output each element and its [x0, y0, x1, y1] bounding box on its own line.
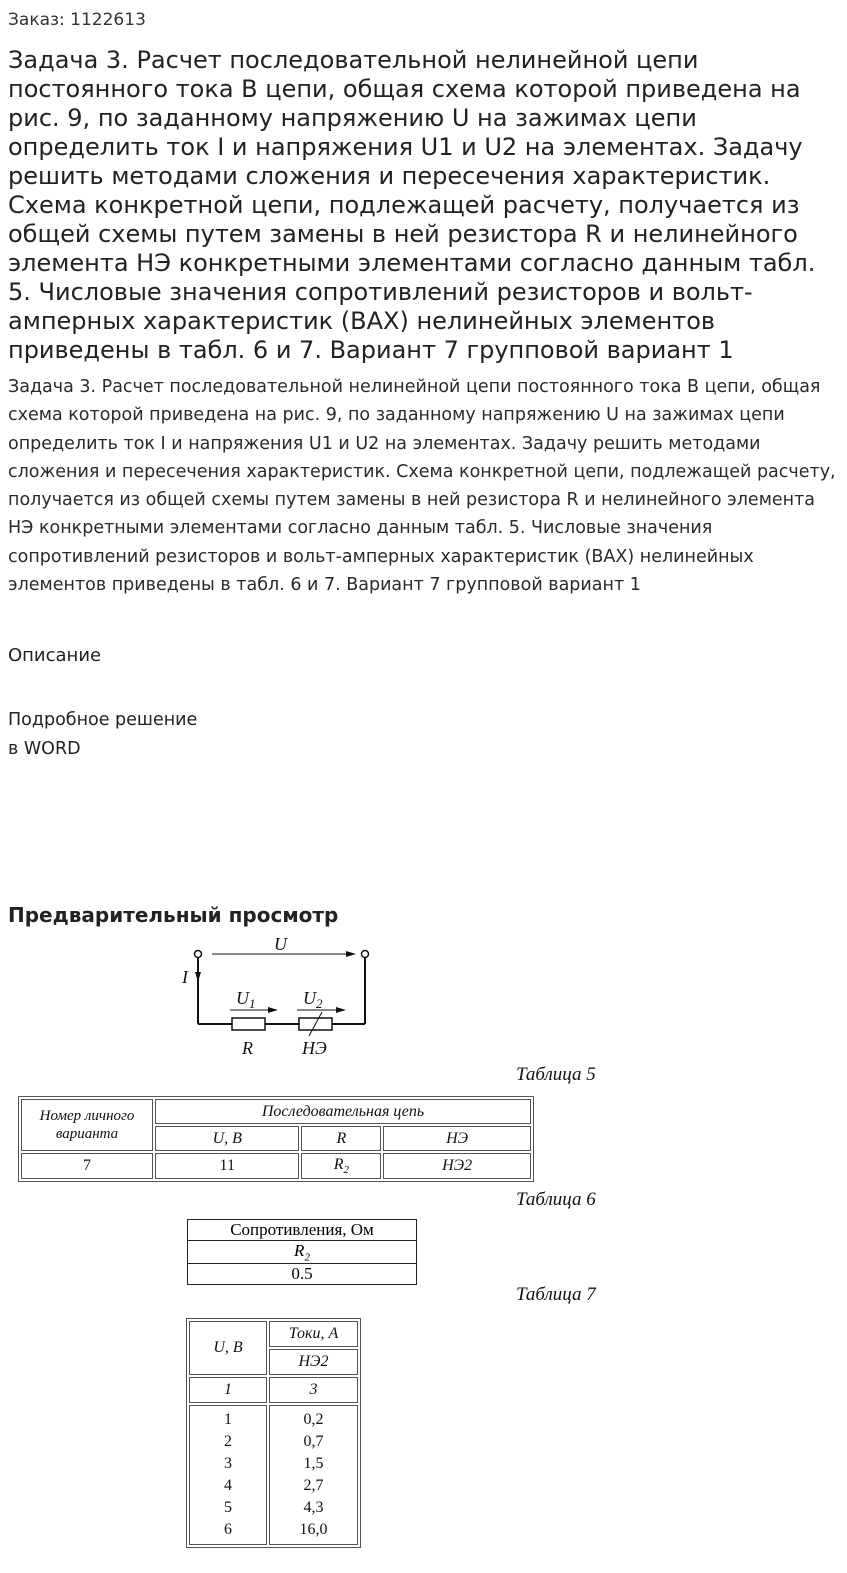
order-number: Заказ: 1122613: [8, 10, 146, 30]
table5-cell-r: $R_2$: [301, 1153, 381, 1179]
task-description: Задача 3. Расчет последовательной нелинейной цепи постоянного тока В цепи, общая схема которой приведена на рис. 9, по заданному напряжению U на зажимах цепи определить ток I и напряжения U1 и U2 на элементах. Задачу решить методами сложения и пересечения характеристик. Схема конкретной цепи, подлежащей расчету, получается из общей схемы путем замены в ней резистора R и нелинейного элемента НЭ конкретными элементами согласно данным табл. 5. Числовые значения сопротивлений резисторов и вольт-амперных характеристик (ВАХ) нелинейных элементов приведены в табл. 6 и 7. Вариант 7 групповой вариант 1: [8, 377, 836, 596]
label-u2: $U_2$: [303, 988, 323, 1011]
table5-header-r: R: [301, 1126, 381, 1151]
solution-note: [8, 706, 197, 764]
table5-header-ne: НЭ: [383, 1126, 531, 1151]
table6-sub: $R_2$: [188, 1241, 417, 1264]
arrowhead-icon: [346, 951, 356, 957]
table7-header-currents: Токи, А: [269, 1321, 358, 1347]
solution-line-1: Подробное решение: [8, 710, 198, 730]
table7-u-value: 6: [224, 1521, 232, 1538]
resistor-symbol: [232, 1018, 265, 1030]
table7-i-value: 0,2: [303, 1411, 324, 1428]
table7-index-u: 1: [189, 1377, 267, 1403]
table7-u-values: [189, 1405, 267, 1545]
label-u: U: [274, 934, 287, 954]
table7-i-value: 1,5: [303, 1455, 324, 1472]
table5-caption: Таблица 5: [516, 1064, 596, 1085]
table5-header-group: Последовательная цепь: [155, 1099, 531, 1124]
label-i: I: [182, 967, 188, 987]
table5-header-u: U, В: [155, 1126, 299, 1151]
table6: [187, 1219, 417, 1285]
table7-i-value: 16,0: [299, 1521, 328, 1538]
table7-i-value: 0,7: [303, 1433, 324, 1450]
table7-caption: Таблица 7: [516, 1284, 596, 1305]
current-arrow-icon: [195, 972, 201, 982]
description-heading: Описание: [8, 645, 102, 666]
table7-header-u: U, В: [189, 1321, 267, 1375]
task-title: Задача 3. Расчет последовательной нелинейной цепи постоянного тока В цепи, общая схема которой приведена на рис. 9, по заданному напряжению U на зажимах цепи определить ток I и напряжения U1 и U2 на элементах. Задачу решить методами сложения и пересечения характеристик. Схема конкретной цепи, подлежащей расчету, получается из общей схемы путем замены в ней резистора R и нелинейного элемента НЭ конкретными элементами согласно данным табл. 5. Числовые значения сопротивлений резисторов и вольт-амперных характеристик (ВАХ) нелинейных элементов приведены в табл. 6 и 7. Вариант 7 групповой вариант 1: [8, 46, 816, 364]
table7-i-value: 2,7: [303, 1477, 324, 1494]
circuit-diagram: [170, 932, 390, 1062]
left-terminal: [195, 951, 202, 958]
table7-u-value: 3: [224, 1455, 232, 1472]
label-u1: $U_1$: [236, 988, 256, 1011]
table7-u-value: 2: [224, 1433, 232, 1450]
solution-line-2: в WORD: [8, 739, 81, 759]
table5-cell-variant: 7: [21, 1153, 153, 1179]
table7-i-value: 4,3: [303, 1499, 324, 1516]
table7-i-values: [269, 1405, 358, 1545]
arrowhead-icon: [268, 1007, 278, 1013]
table7-u-value: 5: [224, 1499, 232, 1516]
table7-header-ne: НЭ2: [269, 1349, 358, 1375]
table7-u-value: 1: [224, 1411, 232, 1428]
table5-cell-ne: НЭ2: [383, 1153, 531, 1179]
label-ne: НЭ: [302, 1038, 327, 1058]
table5: [18, 1096, 534, 1182]
table5-header-variant: Номер личного варианта: [21, 1099, 153, 1151]
table6-value: 0.5: [188, 1264, 417, 1285]
table7: [186, 1318, 361, 1548]
arrowhead-icon: [336, 1007, 346, 1013]
right-terminal: [362, 951, 369, 958]
table5-cell-u: 11: [155, 1153, 299, 1179]
preview-heading: Предварительный просмотр: [8, 903, 339, 927]
label-r: R: [242, 1038, 253, 1058]
table7-index-ne: 3: [269, 1377, 358, 1403]
table7-u-value: 4: [224, 1477, 232, 1494]
table6-caption: Таблица 6: [516, 1189, 596, 1210]
table6-header: Сопротивления, Ом: [188, 1220, 417, 1241]
